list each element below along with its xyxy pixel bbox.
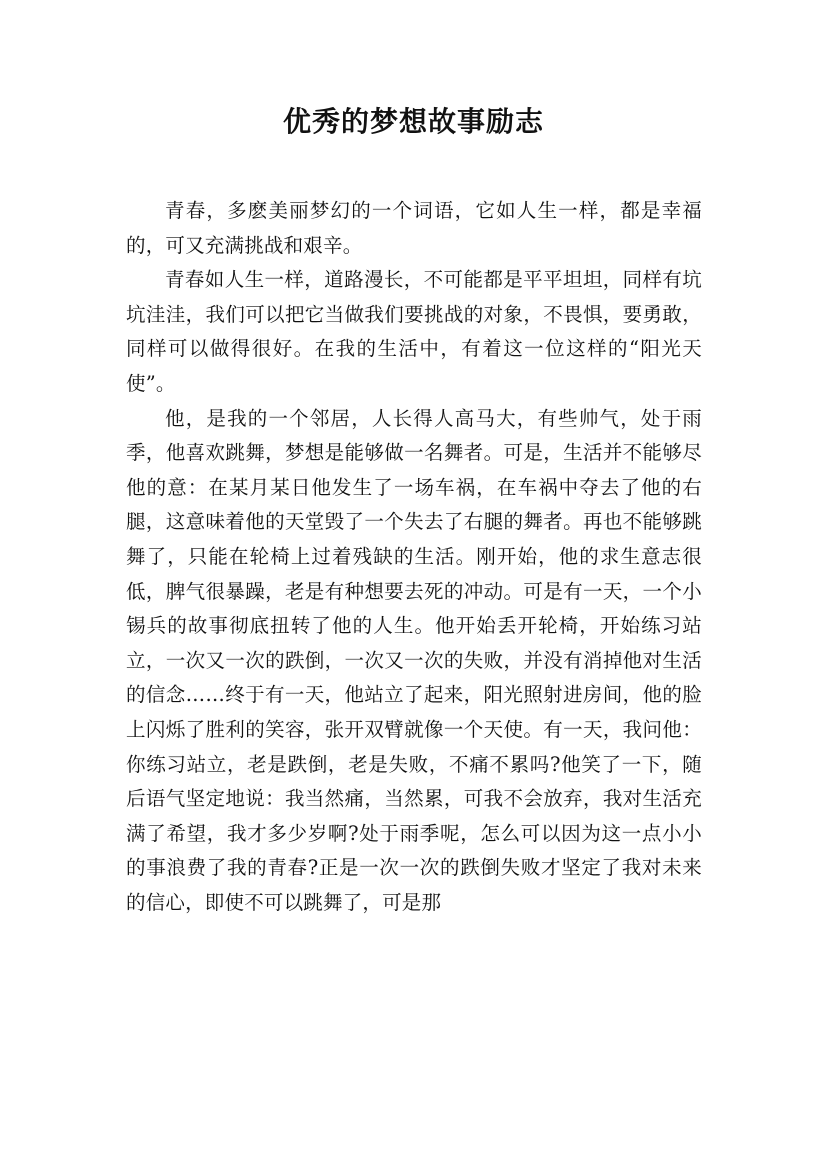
paragraph-2: 青春如人生一样，道路漫长，不可能都是平平坦坦，同样有坑坑洼洼，我们可以把它当做我们要挑战的对象，不畏惧，要勇敢，同样可以做得很好。在我的生活中，有着这一位这样的“阳光天使”。 [126,268,702,395]
paragraph-1: 青春，多麽美丽梦幻的一个词语，它如人生一样，都是幸福的，可又充满挑战和艰辛。 [126,199,702,257]
paragraph-3: 他，是我的一个邻居，人长得人高马大，有些帅气，处于雨季，他喜欢跳舞，梦想是能够做一名舞者。可是，生活并不能够尽他的意：在某月某日他发生了一场车祸，在车祸中夺去了他的右腿，这意味着他的天堂毁了一个失去了右腿的舞者。再也不能够跳舞了，只能在轮椅上过着残缺的生活。刚开始，他的求生意志很低，脾气很暴躁，老是有种想要去死的冲动。可是有一天，一个小锡兵的故事彻底扭转了他的人生。他开始丢开轮椅，开始练习站立，一次又一次的跌倒，一次又一次的失败，并没有消掉他对生活的信念……终于有一天，他站立了起来，阳光照射进房间，他的脸上闪烁了胜利的笑容，张开双臂就像一个天使。有一天，我问他：你练习站立，老是跌倒，老是失败，不痛不累吗?他笑了一下，随后语气坚定地说：我当然痛，当然累，可我不会放弃，我对生活充满了希望，我才多少岁啊?处于雨季呢，怎么可以因为这一点小小的事浪费了我的青春?正是一次一次的跌倒失败才坚定了我对未来的信心，即使不可以跳舞了，可是那 [126,406,702,914]
document-title: 优秀的梦想故事励志 [282,105,544,138]
document-body [126,194,702,920]
